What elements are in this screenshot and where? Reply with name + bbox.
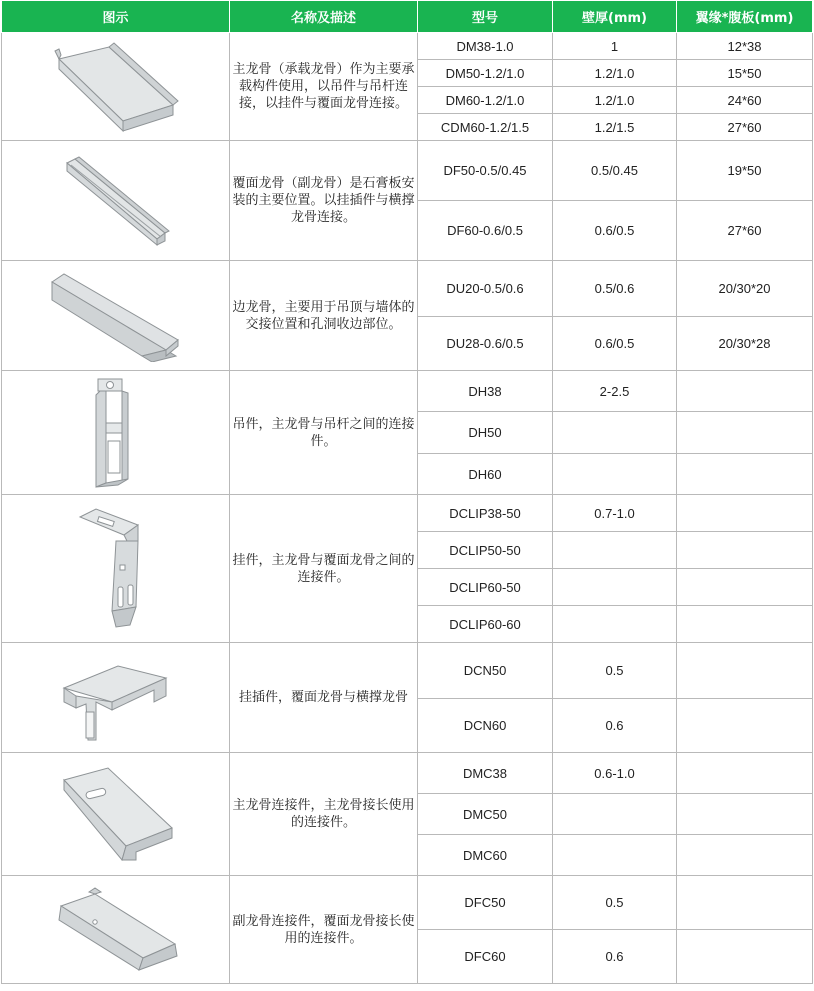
header-description: 名称及描述 bbox=[230, 1, 418, 33]
description-cell: 吊件，主龙骨与吊杆之间的连接件。 bbox=[230, 371, 418, 495]
size-cell bbox=[677, 371, 813, 412]
description-cell: 覆面龙骨（副龙骨）是石膏板安装的主要位置。以挂插件与横撑龙骨连接。 bbox=[230, 141, 418, 261]
thickness-cell bbox=[553, 835, 677, 876]
size-cell bbox=[677, 606, 813, 643]
size-cell bbox=[677, 699, 813, 753]
table-row bbox=[2, 371, 813, 412]
header-thickness: 壁厚(mm) bbox=[553, 1, 677, 33]
size-cell bbox=[677, 495, 813, 532]
model-cell: DH60 bbox=[418, 454, 553, 495]
thickness-cell: 0.7-1.0 bbox=[553, 495, 677, 532]
model-cell: DU20-0.5/0.6 bbox=[418, 261, 553, 317]
model-cell: DCLIP60-60 bbox=[418, 606, 553, 643]
sub-keel-connector-icon bbox=[51, 886, 181, 974]
header-model: 型号 bbox=[418, 1, 553, 33]
size-cell: 20/30*20 bbox=[677, 261, 813, 317]
main-keel-connector-icon bbox=[56, 764, 176, 864]
thickness-cell bbox=[553, 454, 677, 495]
table-row bbox=[2, 33, 813, 60]
thickness-cell bbox=[553, 412, 677, 454]
edge-keel-icon bbox=[46, 270, 186, 362]
table-row bbox=[2, 876, 813, 930]
size-cell: 19*50 bbox=[677, 141, 813, 201]
spec-table bbox=[1, 0, 813, 984]
size-cell: 12*38 bbox=[677, 33, 813, 60]
size-cell: 27*60 bbox=[677, 201, 813, 261]
image-cell bbox=[2, 643, 230, 753]
model-cell: DCLIP38-50 bbox=[418, 495, 553, 532]
description-cell: 挂插件，覆面龙骨与横撑龙骨 bbox=[230, 643, 418, 753]
thickness-cell: 1 bbox=[553, 33, 677, 60]
image-cell bbox=[2, 261, 230, 371]
thickness-cell bbox=[553, 606, 677, 643]
thickness-cell: 0.5/0.45 bbox=[553, 141, 677, 201]
description-cell: 主龙骨（承载龙骨）作为主要承载构件使用，以吊件与吊杆连接，以挂件与覆面龙骨连接。 bbox=[230, 33, 418, 141]
thickness-cell: 1.2/1.5 bbox=[553, 114, 677, 141]
model-cell: DCLIP50-50 bbox=[418, 532, 553, 569]
clip-icon bbox=[76, 507, 156, 631]
size-cell: 20/30*28 bbox=[677, 317, 813, 371]
size-cell bbox=[677, 569, 813, 606]
thickness-cell: 2-2.5 bbox=[553, 371, 677, 412]
model-cell: CDM60-1.2/1.5 bbox=[418, 114, 553, 141]
model-cell: DMC60 bbox=[418, 835, 553, 876]
thickness-cell: 1.2/1.0 bbox=[553, 87, 677, 114]
size-cell bbox=[677, 412, 813, 454]
model-cell: DF60-0.6/0.5 bbox=[418, 201, 553, 261]
size-cell bbox=[677, 930, 813, 984]
model-cell: DCLIP60-50 bbox=[418, 569, 553, 606]
model-cell: DFC60 bbox=[418, 930, 553, 984]
size-cell bbox=[677, 532, 813, 569]
size-cell bbox=[677, 876, 813, 930]
main-keel-icon bbox=[51, 41, 181, 133]
model-cell: DH38 bbox=[418, 371, 553, 412]
description-cell: 主龙骨连接件，主龙骨接长使用的连接件。 bbox=[230, 753, 418, 876]
size-cell: 24*60 bbox=[677, 87, 813, 114]
thickness-cell bbox=[553, 794, 677, 835]
thickness-cell: 0.6/0.5 bbox=[553, 201, 677, 261]
description-cell: 副龙骨连接件，覆面龙骨接长使用的连接件。 bbox=[230, 876, 418, 984]
header-image: 图示 bbox=[2, 1, 230, 33]
size-cell bbox=[677, 753, 813, 794]
table-row bbox=[2, 261, 813, 317]
table-row bbox=[2, 643, 813, 699]
thickness-cell: 0.5/0.6 bbox=[553, 261, 677, 317]
description-cell: 挂件，主龙骨与覆面龙骨之间的连接件。 bbox=[230, 495, 418, 643]
table-row bbox=[2, 495, 813, 532]
table-row bbox=[2, 753, 813, 794]
thickness-cell: 0.6-1.0 bbox=[553, 753, 677, 794]
model-cell: DF50-0.5/0.45 bbox=[418, 141, 553, 201]
thickness-cell bbox=[553, 569, 677, 606]
image-cell bbox=[2, 495, 230, 643]
thickness-cell: 0.6 bbox=[553, 930, 677, 984]
model-cell: DCN60 bbox=[418, 699, 553, 753]
model-cell: DM38-1.0 bbox=[418, 33, 553, 60]
image-cell bbox=[2, 371, 230, 495]
thickness-cell: 0.6 bbox=[553, 699, 677, 753]
thickness-cell bbox=[553, 532, 677, 569]
model-cell: DU28-0.6/0.5 bbox=[418, 317, 553, 371]
model-cell: DFC50 bbox=[418, 876, 553, 930]
size-cell bbox=[677, 794, 813, 835]
thickness-cell: 0.5 bbox=[553, 643, 677, 699]
size-cell bbox=[677, 643, 813, 699]
thickness-cell: 0.6/0.5 bbox=[553, 317, 677, 371]
header-row bbox=[2, 1, 813, 33]
header-size: 翼缘*腹板(mm) bbox=[677, 1, 813, 33]
image-cell bbox=[2, 753, 230, 876]
model-cell: DM60-1.2/1.0 bbox=[418, 87, 553, 114]
model-cell: DCN50 bbox=[418, 643, 553, 699]
thickness-cell: 1.2/1.0 bbox=[553, 60, 677, 87]
insert-connector-icon bbox=[56, 652, 176, 744]
model-cell: DH50 bbox=[418, 412, 553, 454]
hanger-icon bbox=[86, 375, 146, 491]
size-cell bbox=[677, 454, 813, 495]
image-cell bbox=[2, 876, 230, 984]
size-cell: 27*60 bbox=[677, 114, 813, 141]
model-cell: DM50-1.2/1.0 bbox=[418, 60, 553, 87]
thickness-cell: 0.5 bbox=[553, 876, 677, 930]
size-cell: 15*50 bbox=[677, 60, 813, 87]
model-cell: DMC50 bbox=[418, 794, 553, 835]
image-cell bbox=[2, 33, 230, 141]
cover-keel-icon bbox=[61, 155, 171, 247]
size-cell bbox=[677, 835, 813, 876]
image-cell bbox=[2, 141, 230, 261]
table-row bbox=[2, 141, 813, 201]
description-cell: 边龙骨，主要用于吊顶与墙体的交接位置和孔洞收边部位。 bbox=[230, 261, 418, 371]
model-cell: DMC38 bbox=[418, 753, 553, 794]
